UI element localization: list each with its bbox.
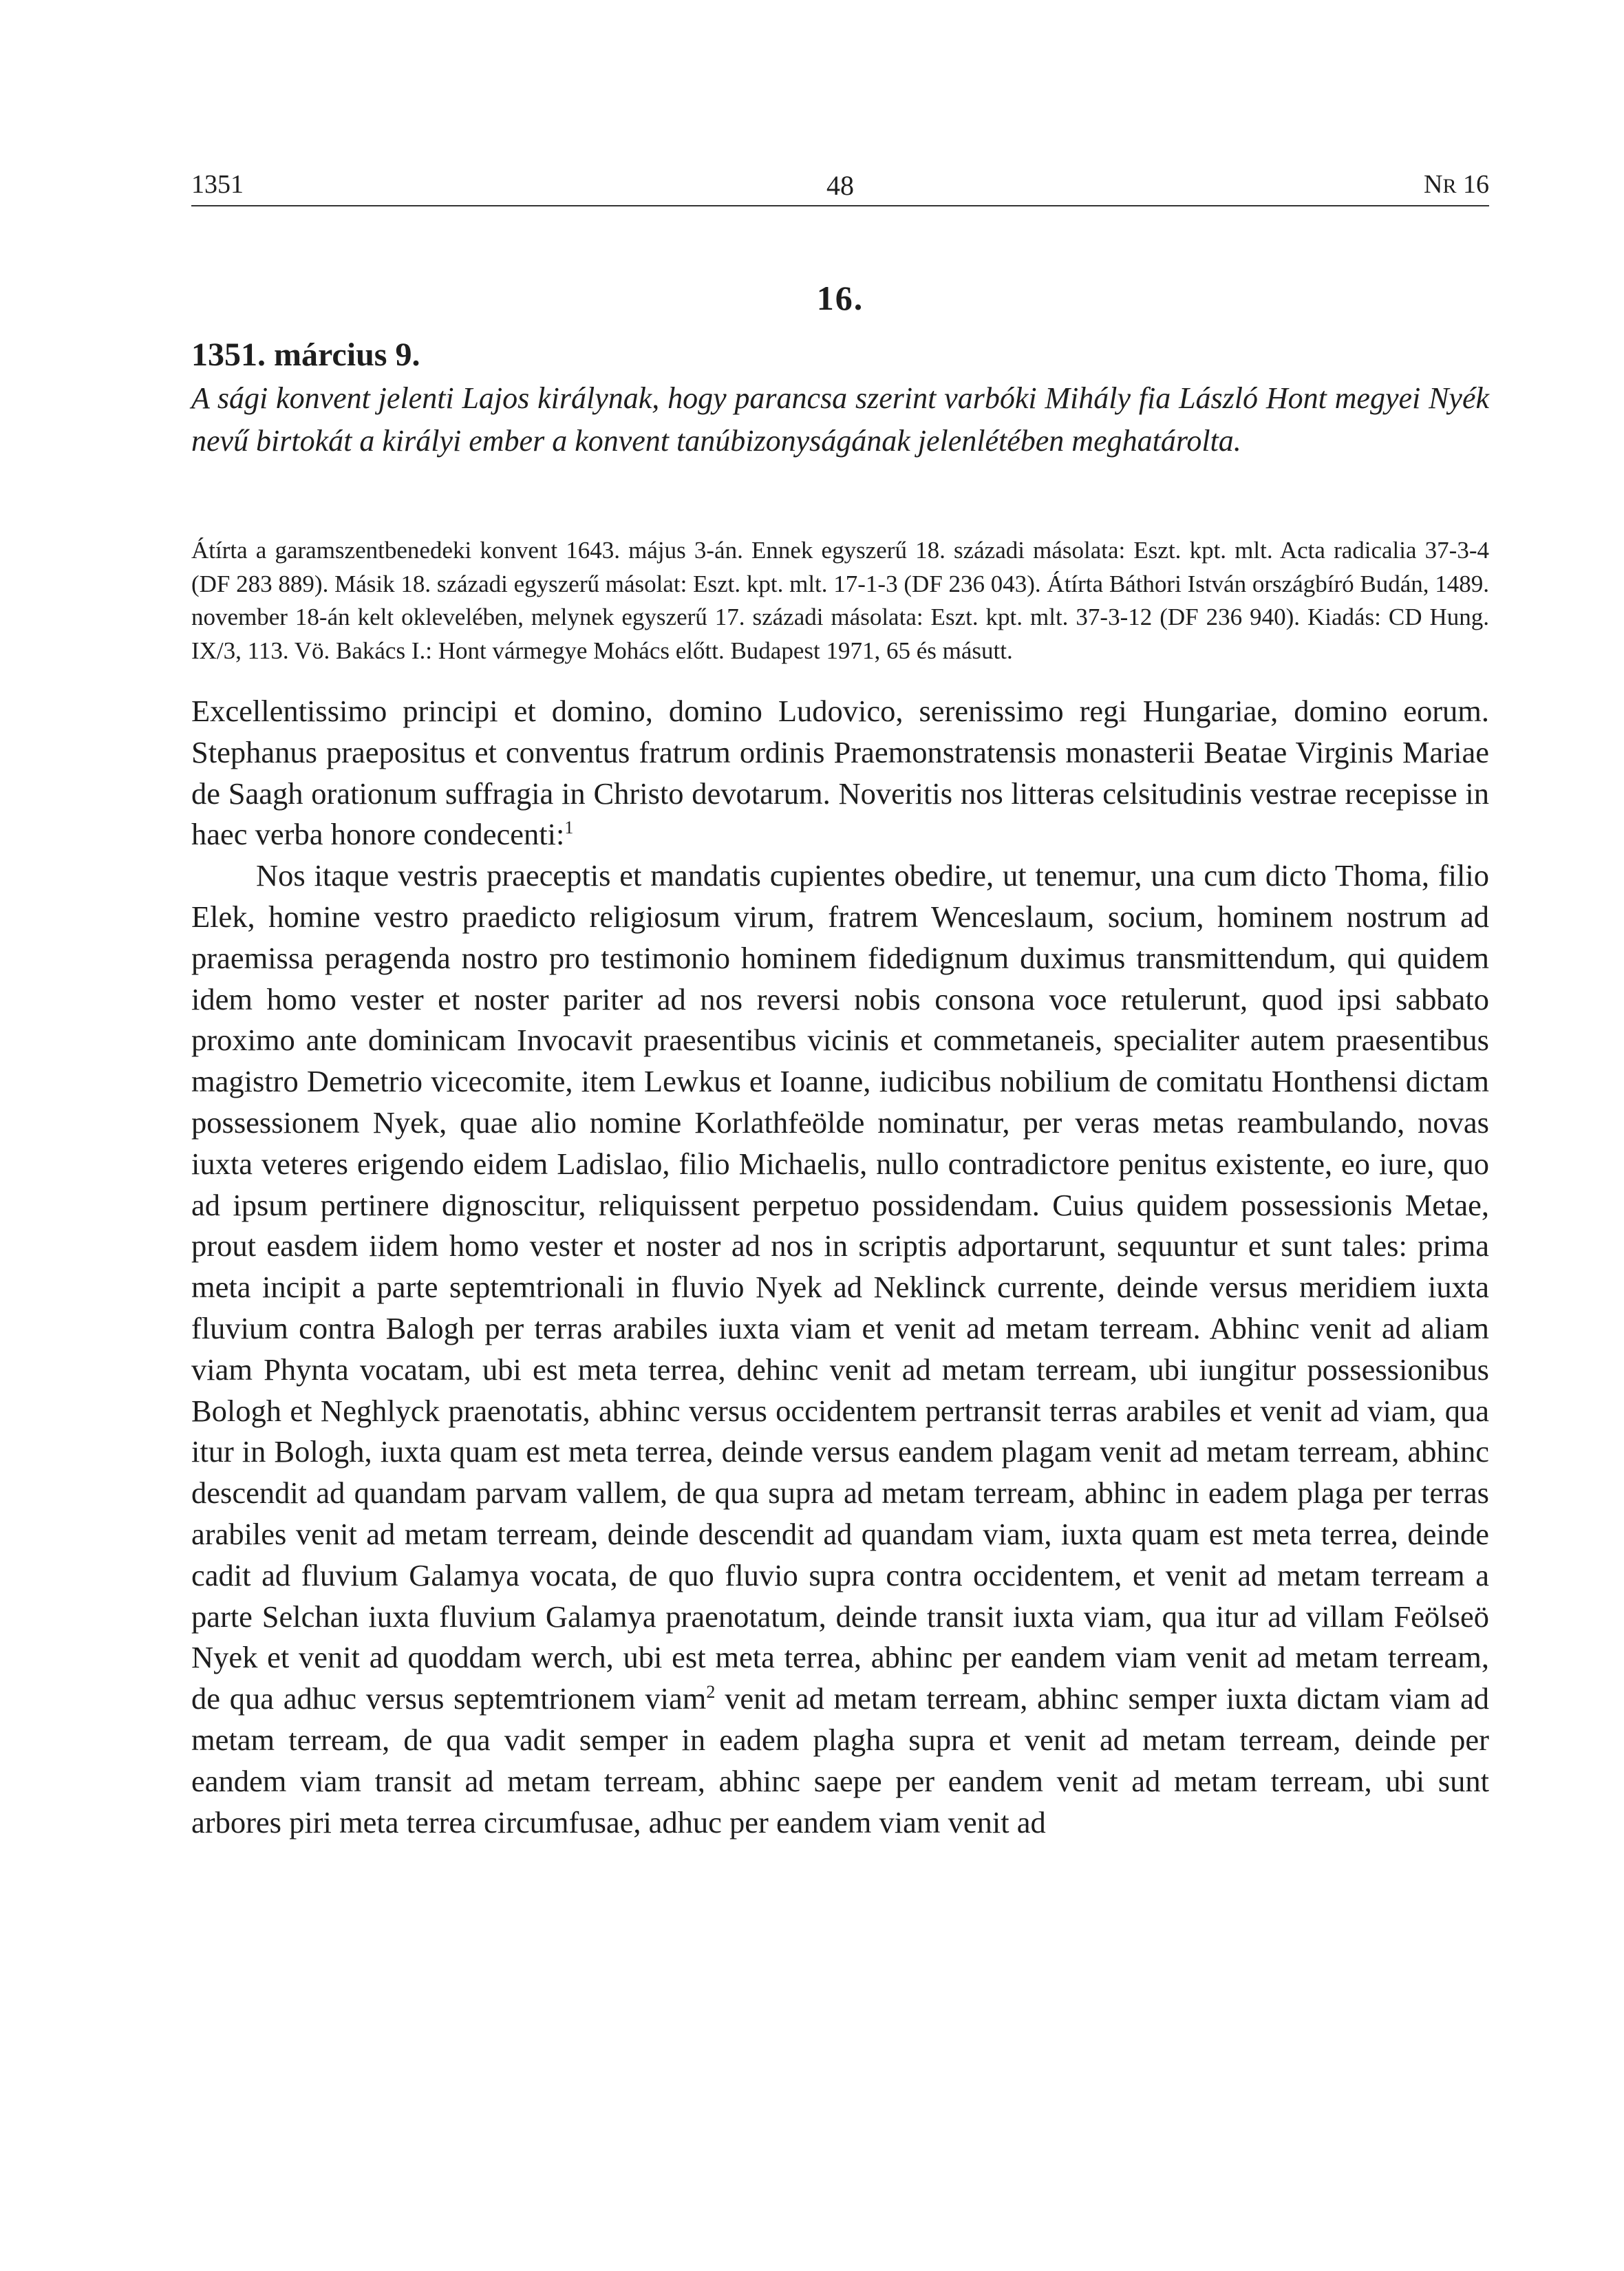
paragraph-2-text-b: venit ad metam terream, abhinc semper iuxta dictam viam ad metam terream, de qua vadit semper in eadem plagha supra et venit ad metam terream, deinde per eandem viam transit ad metam terream, abhinc saepe per eandem venit ad metam terream, ubi sunt arbores piri meta terrea circumfusae, adhuc per eandem viam venit ad [191, 1681, 1489, 1840]
latin-text [191, 691, 1489, 1843]
document-number: 16. [816, 279, 864, 317]
header-document-number [1424, 169, 1489, 200]
nr-number: 16 [1463, 170, 1489, 199]
running-header [191, 164, 1489, 206]
nr-prefix: N [1424, 170, 1443, 199]
document-date: 1351. március 9. [191, 337, 420, 373]
footnote-ref: 2 [706, 1682, 716, 1703]
nr-smallcaps: R [1442, 175, 1457, 198]
paragraph-1-text: Excellentissimo principi et domino, domino Ludovico, serenissimo regi Hungariae, domino eorum. Stephanus praepositus et conventus fratrum ordinis Praemonstratensis monasterii Beatae Virginis Mariae de Saagh orationum suffragia in Christo devotarum. Noveritis nos litteras celsitudinis vestrae recepisse in haec verba honore condecenti: [191, 694, 1489, 852]
paragraph-2 [191, 855, 1489, 1843]
footnote-ref: 1 [564, 818, 574, 838]
header-year: 1351 [191, 170, 244, 199]
paragraph-2-text-a: Nos itaque vestris praeceptis et mandatis cupientes obedire, ut tenemur, una cum dicto Thoma, filio Elek, homine vestro praedicto religiosum virum, fratrem Wenceslaum, socium, hominem nostrum ad praemissa peragenda nostro pro testimonio hominem fidedignum duximus transmittendum, qui quidem idem homo vester et noster pariter ad nos reversi nobis consona voce retulerunt, quod ipsi sabbato proximo ante dominicam Invocavit praesentibus vicinis et commetaneis, specialiter autem praesentibus magistro Demetrio vicecomite, item Lewkus et Ioanne, iudicibus nobilium de comitatu Honthensi dictam possessionem Nyek, quae alio nomine Korlathfeölde nominatur, per veras metas reambulando, novas iuxta veteres erigendo eidem Ladislao, filio Michaelis, nullo contradictore penitus existente, eo iure, quo ad ipsum pertinere dignoscitur, reliquissent perpetuo possidendam. Cuius quidem possessionis Metae, prout easdem iidem homo vester et noster ad nos in scriptis adportarunt, sequuntur et sunt tales: prima meta incipit a parte septemtrionali in fluvio Nyek ad Neklinck currente, deinde versus meridiem iuxta fluvium contra Balogh per terras arabiles iuxta viam et venit ad metam terream. Abhinc venit ad aliam viam Phynta vocatam, ubi est meta terrea, dehinc venit ad metam terream, ubi iungitur possessionibus Bologh et Neghlyck praenotatis, abhinc versus occidentem pertransit terras arabiles et venit ad viam, qua itur in Bologh, iuxta quam est meta terrea, deinde versus eandem plagam venit ad metam terream, abhinc descendit ad quandam parvam vallem, de qua supra ad metam terream, abhinc in eadem plaga per terras arabiles venit ad metam terream, deinde descendit ad quandam viam, iuxta quam est meta terrea, deinde cadit ad fluvium Galamya vocata, de quo fluvio supra contra occidentem, et venit ad metam terream a parte Selchan iuxta fluvium Galamya praenotatum, deinde transit iuxta viam, qua itur ad villam Feölseö Nyek et venit ad quoddam werch, ubi est meta terrea, abhinc per eandem viam venit ad metam terream, de qua adhuc versus septemtrionem viam [191, 858, 1489, 1716]
regest-summary: A sági konvent jelenti Lajos királynak, hogy parancsa szerint varbóki Mihály fia László Hont megyei Nyék nevű birtokát a királyi ember a konvent tanúbizonyságának jelenlétében meghatárolta. [191, 381, 1489, 458]
page-number: 48 [826, 170, 854, 201]
source-note: Átírta a garamszentbenedeki konvent 1643. május 3-án. Ennek egyszerű 18. századi másolata: Eszt. kpt. mlt. Acta radicalia 37-3-4 (DF 283 889). Másik 18. századi egyszerű másolat: Eszt. kpt. mlt. 17-1-3 (DF 236 043). Átírta Báthori István országbíró Budán, 1489. november 18-án kelt oklevelében, melynek egyszerű 17. századi másolata: Eszt. kpt. mlt. 37-3-12 (DF 236 940). Kiadás: CD Hung. IX/3, 113. Vö. Bakács I.: Hont vármegye Mohács előtt. Budapest 1971, 65 és másutt. [191, 537, 1489, 664]
paragraph-1 [191, 691, 1489, 855]
